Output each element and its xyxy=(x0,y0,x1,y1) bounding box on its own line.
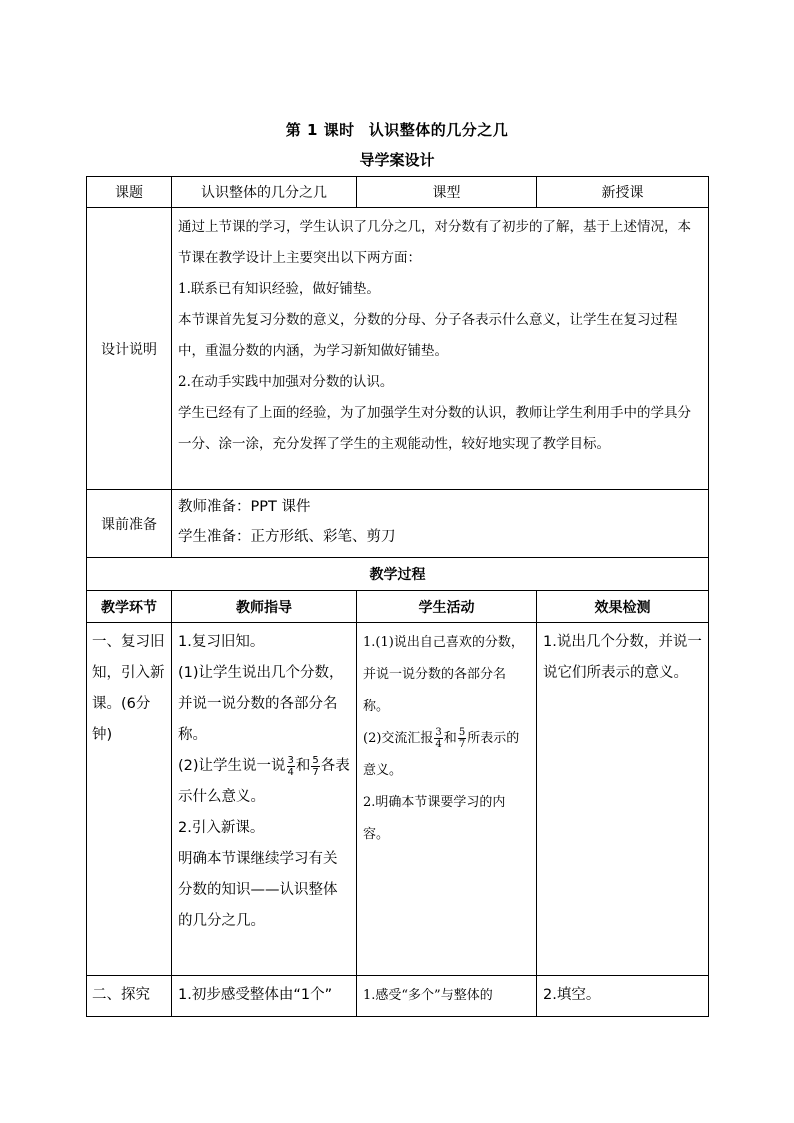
denominator: 7 xyxy=(458,739,466,750)
text-run: 所表示的意义。 xyxy=(363,731,520,778)
topic-value: 认识整体的几分之几 xyxy=(172,177,357,208)
check-text: 2.填空。 xyxy=(543,987,601,1003)
teacher-guidance-cell xyxy=(172,976,357,1017)
design-label: 设计说明 xyxy=(87,208,172,490)
fraction xyxy=(311,755,319,778)
column-header: 教学环节 xyxy=(87,591,172,623)
fraction xyxy=(458,727,466,750)
process-title-row xyxy=(87,558,709,591)
stage-text: 一、复习旧知，引入新课。(6分钟) xyxy=(92,634,165,743)
type-label: 课型 xyxy=(357,177,537,208)
lesson-topic: 认识整体的几分之几 xyxy=(368,121,509,139)
text-run: 和 xyxy=(295,758,311,774)
check-cell xyxy=(537,623,709,976)
teacher-step: 2.引入新课。 xyxy=(178,820,265,836)
header-row xyxy=(87,177,709,208)
page-title xyxy=(0,119,794,140)
denominator: 4 xyxy=(287,766,294,778)
text-run: (2)交流汇报 xyxy=(363,731,434,746)
prep-label: 课前准备 xyxy=(87,490,172,558)
design-content xyxy=(172,208,709,490)
fraction xyxy=(434,727,442,750)
process-row xyxy=(87,976,709,1017)
design-row xyxy=(87,208,709,490)
student-prep: 学生准备：正方形纸、彩笔、剪刀 xyxy=(178,529,396,545)
teacher-step: (1)让学生说出几个分数，并说一说分数的各部分名称。 xyxy=(178,665,344,743)
design-paragraph: 2.在动手实践中加强对分数的认识。 xyxy=(178,374,394,390)
column-header: 教师指导 xyxy=(172,591,357,623)
columns-row xyxy=(87,591,709,623)
student-activity-cell xyxy=(357,623,537,976)
teacher-step: 1.初步感受整体由“1个” xyxy=(178,987,333,1003)
design-paragraph: 通过上节课的学习，学生认识了几分之几，对分数有了初步的了解，基于上述情况，本节课在教学设计上主要突出以下两方面： xyxy=(178,219,691,266)
numerator: 5 xyxy=(458,727,466,738)
student-activity-cell xyxy=(357,976,537,1017)
type-value: 新授课 xyxy=(537,177,709,208)
check-text: 1.说出几个分数，并说一说它们所表示的意义。 xyxy=(543,634,702,681)
lesson-plan-table xyxy=(86,176,709,1017)
stage-cell xyxy=(87,623,172,976)
student-step: 1.(1)说出自己喜欢的分数，并说一说分数的各部分名称。 xyxy=(363,635,524,714)
teacher-prep: 教师准备：PPT 课件 xyxy=(178,499,311,515)
prep-row xyxy=(87,490,709,558)
text-run: 各表示什么意义。 xyxy=(178,758,350,805)
stage-cell xyxy=(87,976,172,1017)
teacher-step: 1.复习旧知。 xyxy=(178,634,265,650)
text-run: (2)让学生说一说 xyxy=(178,758,286,774)
topic-label: 课题 xyxy=(87,177,172,208)
text-run: 和 xyxy=(443,731,457,746)
lesson-number: 第 1 课时 xyxy=(285,121,355,139)
design-paragraph: 1.联系已有知识经验，做好铺垫。 xyxy=(178,281,380,297)
design-paragraph: 学生已经有了上面的经验，为了加强学生对分数的认识，教师让学生利用手中的学具分一分、涂一涂，充分发挥了学生的主观能动性，较好地实现了教学目标。 xyxy=(178,405,691,452)
fraction xyxy=(287,755,295,778)
stage-text: 二、探究 xyxy=(92,987,150,1003)
check-cell xyxy=(537,976,709,1017)
teacher-step xyxy=(178,751,350,813)
student-step xyxy=(363,723,530,787)
denominator: 4 xyxy=(435,739,442,750)
prep-content xyxy=(172,490,709,558)
process-title: 教学过程 xyxy=(87,558,709,591)
page-subtitle: 导学案设计 xyxy=(359,151,435,169)
column-header: 效果检测 xyxy=(537,591,709,623)
numerator: 5 xyxy=(312,754,319,766)
teacher-guidance-cell xyxy=(172,623,357,976)
numerator: 3 xyxy=(435,727,442,738)
student-step: 1.感受“多个”与整体的 xyxy=(363,988,493,1003)
denominator: 7 xyxy=(312,766,319,778)
numerator: 3 xyxy=(287,754,294,766)
design-paragraph: 本节课首先复习分数的意义，分数的分母、分子各表示什么意义，让学生在复习过程中，重温分数的内涵，为学习新知做好铺垫。 xyxy=(178,312,678,359)
process-row xyxy=(87,623,709,976)
column-header: 学生活动 xyxy=(357,591,537,623)
student-step: 2.明确本节课要学习的内容。 xyxy=(363,795,506,842)
teacher-step: 明确本节课继续学习有关分数的知识——认识整体的几分之几。 xyxy=(178,851,338,929)
